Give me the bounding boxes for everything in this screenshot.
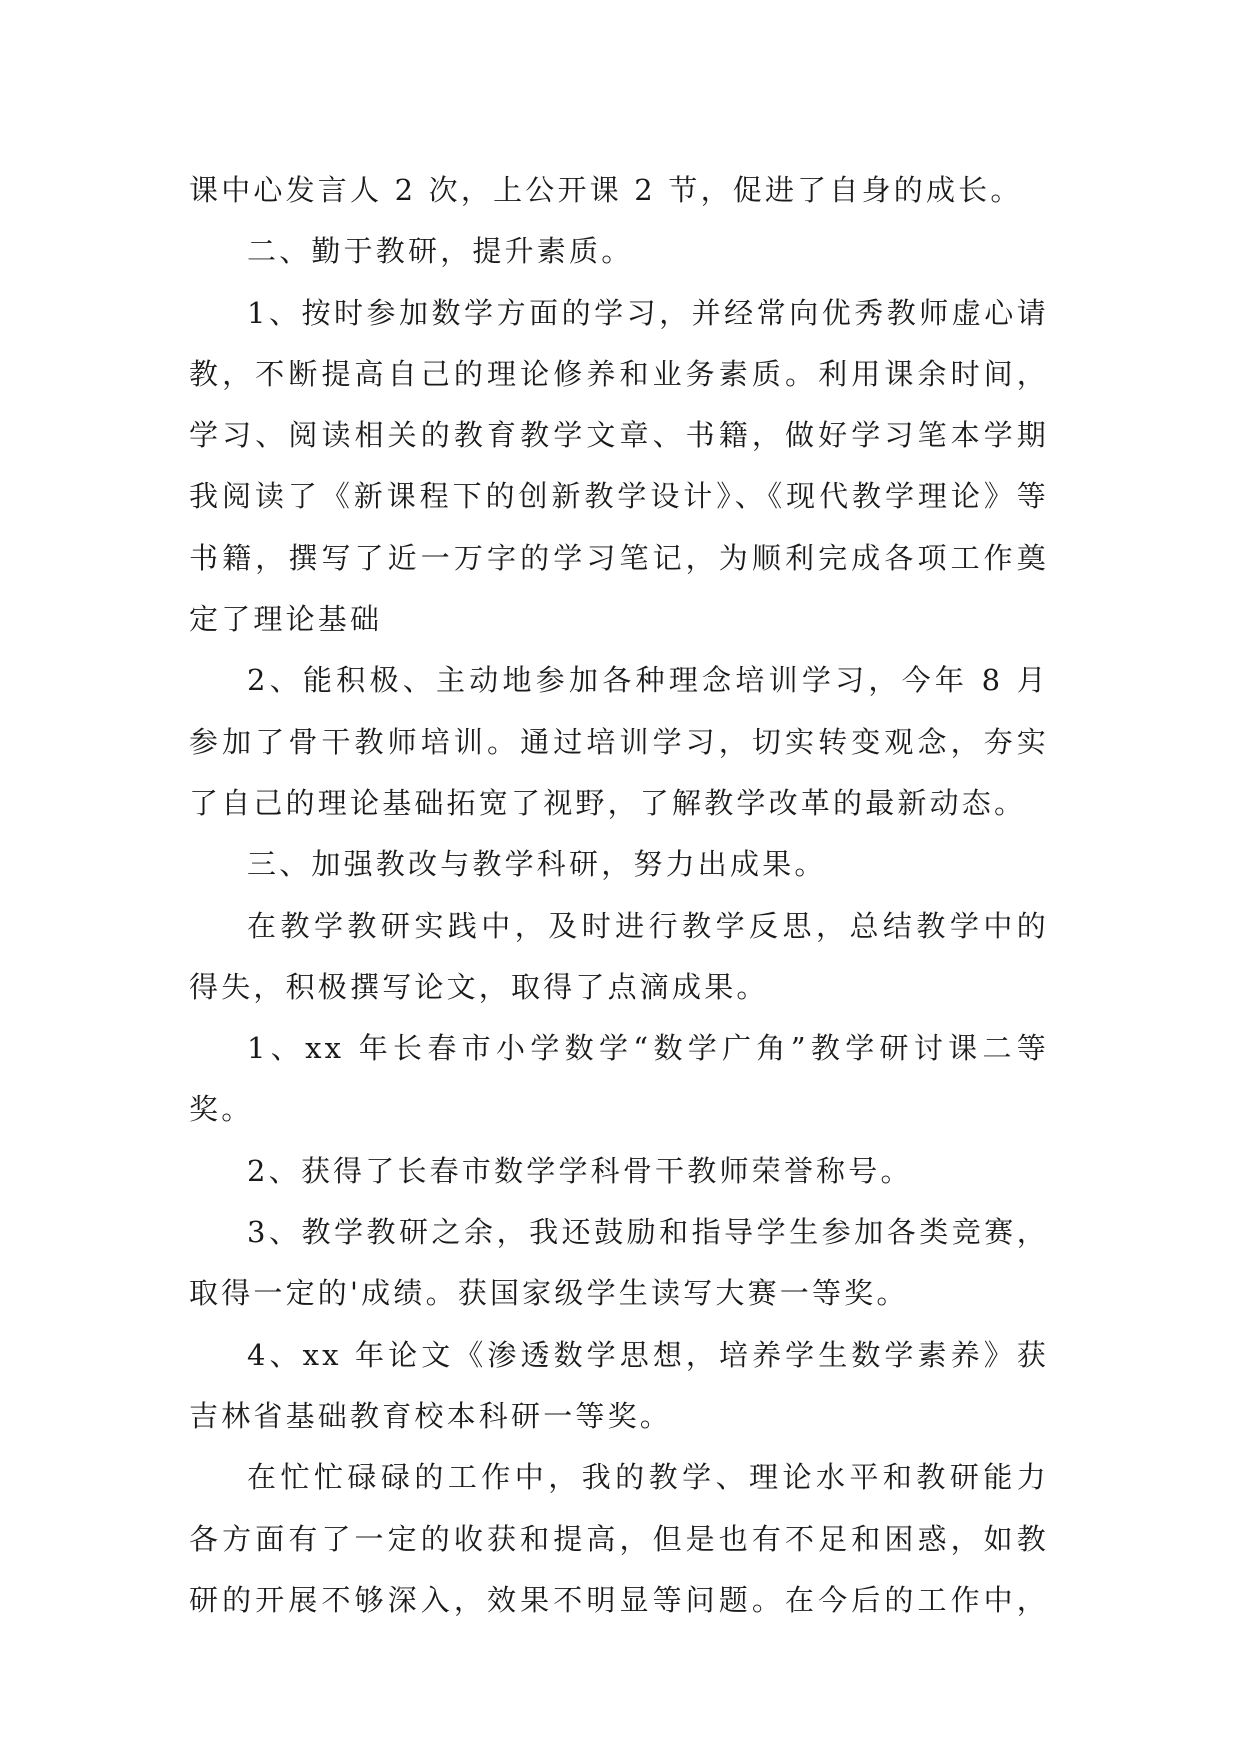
achievement-item-4: 4、xx 年论文《渗透数学思想，培养学生数学素养》获吉林省基础教育校本科研一等奖。 <box>189 1337 1049 1433</box>
paragraph-item-2: 2、能积极、主动地参加各种理念培训学习，今年 8 月参加了骨干教师培训。通过培训学习，切实转变观念，夯实了自己的理论基础拓宽了视野，了解教学改革的最新动态。 <box>189 663 1049 820</box>
paragraph-item-1: 1、按时参加数学方面的学习，并经常向优秀教师虚心请教，不断提高自己的理论修养和业务素质。利用课余时间，学习、阅读相关的教育教学文章、书籍，做好学习笔本学期我阅读了《新课程下的创新教学设计》、《现代教学理论》等书籍，撰写了近一万字的学习笔记，为顺利完成各项工作奠定了理论基础 <box>189 295 1049 637</box>
document-body <box>189 160 1049 1631</box>
achievement-item-2: 2、获得了长春市数学学科骨干教师荣誉称号。 <box>247 1153 913 1188</box>
section-heading-2: 二、勤于教研，提升素质。 <box>247 234 634 269</box>
paragraph-continuation: 课中心发言人 2 次，上公开课 2 节，促进了自身的成长。 <box>189 173 1023 207</box>
paragraph-intro: 在教学教研实践中，及时进行教学反思，总结教学中的得失，积极撰写论文，取得了点滴成果。 <box>189 908 1049 1004</box>
section-heading-3: 三、加强教改与教学科研，努力出成果。 <box>247 847 827 882</box>
achievement-item-1: 1、xx 年长春市小学数学“数学广角”教学研讨课二等奖。 <box>189 1031 1049 1127</box>
achievement-item-3: 3、教学教研之余，我还鼓励和指导学生参加各类竞赛，取得一定的'成绩。获国家级学生读写大赛一等奖。 <box>189 1215 1049 1311</box>
paragraph-summary: 在忙忙碌碌的工作中，我的教学、理论水平和教研能力各方面有了一定的收获和提高，但是也有不足和困惑，如教研的开展不够深入，效果不明显等问题。在今后的工作中， <box>189 1460 1049 1617</box>
